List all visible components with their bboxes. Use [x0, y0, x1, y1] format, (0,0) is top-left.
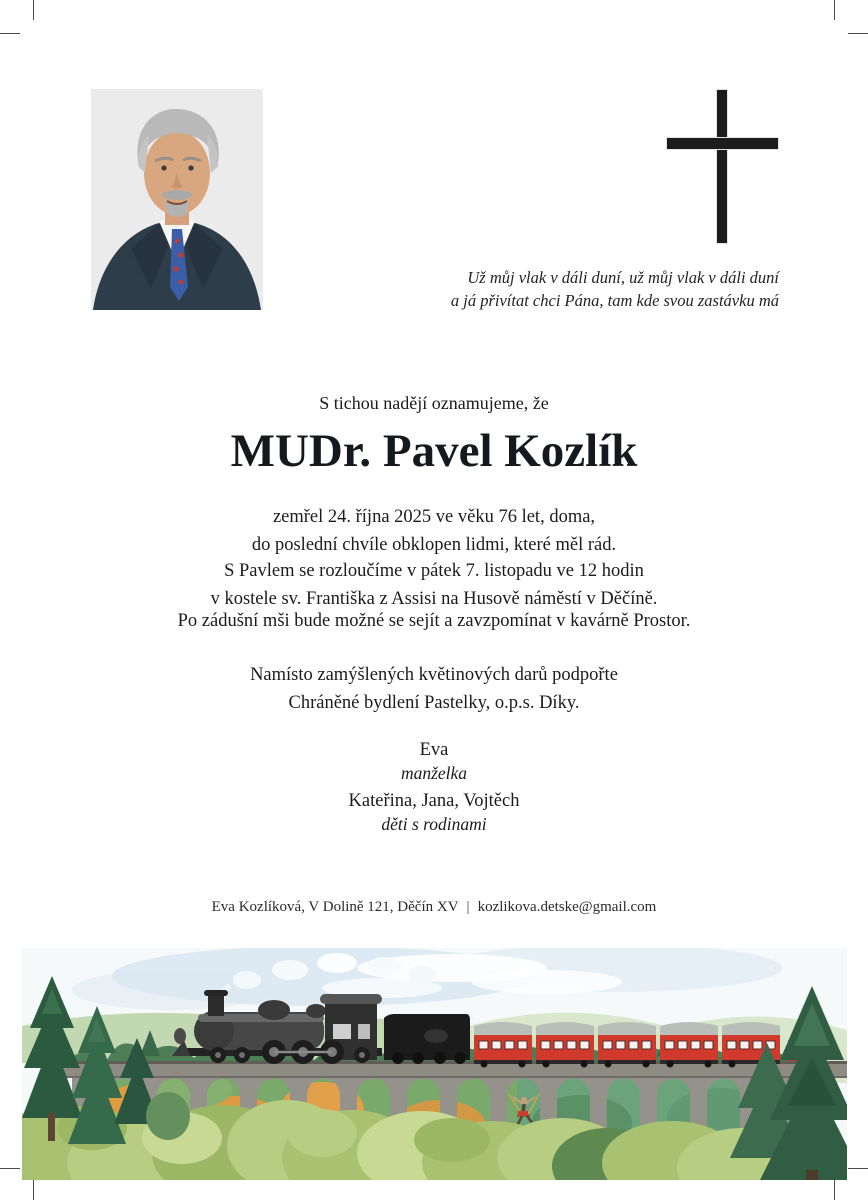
mourner-relation: děti s rodinami: [381, 814, 487, 834]
portrait-photo: [91, 89, 263, 310]
crop-mark: [848, 1168, 868, 1169]
crop-mark: [33, 1180, 34, 1200]
train-viaduct-art: [22, 948, 847, 1180]
mourner-name: Kateřina, Jana, Vojtěch: [348, 791, 520, 811]
crop-mark: [33, 0, 34, 20]
hymn-quote-line: Už můj vlak v dáli duní, už můj vlak v dáli duní: [467, 268, 779, 287]
deceased-name: MUDr. Pavel Kozlík: [230, 425, 638, 477]
donation-note: [0, 661, 868, 717]
portrait-illustration: [91, 89, 263, 310]
gathering-note: Po zádušní mši bude možné se sejít a zavzpomínat v kavárně Prostor.: [177, 611, 691, 631]
red-passenger-cars: [474, 1022, 780, 1068]
death-details-line: zemřel 24. října 2025 ve věku 76 let, doma,: [272, 507, 596, 527]
mourner-relation: manželka: [400, 763, 468, 783]
crop-mark: [0, 33, 20, 34]
hymn-quote-line: a já přivítat chci Pána, tam kde svou zastávku má: [450, 291, 779, 310]
farewell-details-line: S Pavlem se rozloučíme v pátek 7. listopadu ve 12 hodin: [224, 561, 644, 581]
train-viaduct-illustration: [22, 948, 847, 1180]
mourner-name: Eva: [419, 740, 449, 760]
contact-line: [0, 899, 868, 916]
crop-mark: [834, 0, 835, 20]
death-details-line: do poslední chvíle obklopen lidmi, které měl rád.: [251, 535, 617, 555]
crop-mark: [834, 1180, 835, 1200]
farewell-details: [0, 557, 868, 613]
hymn-quote: [451, 266, 779, 312]
contact-address: Eva Kozlíková, V Dolině 121, Děčín XV: [211, 899, 459, 915]
donation-note-line: Chráněné bydlení Pastelky, o.p.s. Díky.: [288, 693, 580, 713]
death-details: [0, 503, 868, 559]
crop-mark: [848, 33, 868, 34]
contact-separator: |: [466, 899, 470, 915]
donation-note-line: Namísto zamýšlených květinových darů podpořte: [250, 665, 618, 685]
announcement-intro: S tichou nadějí oznamujeme, že: [319, 393, 549, 413]
contact-email: kozlikova.detske@gmail.com: [477, 899, 657, 915]
farewell-details-line: v kostele sv. Františka z Assisi na Husově náměstí v Děčíně.: [210, 589, 658, 609]
crop-mark: [0, 1168, 20, 1169]
